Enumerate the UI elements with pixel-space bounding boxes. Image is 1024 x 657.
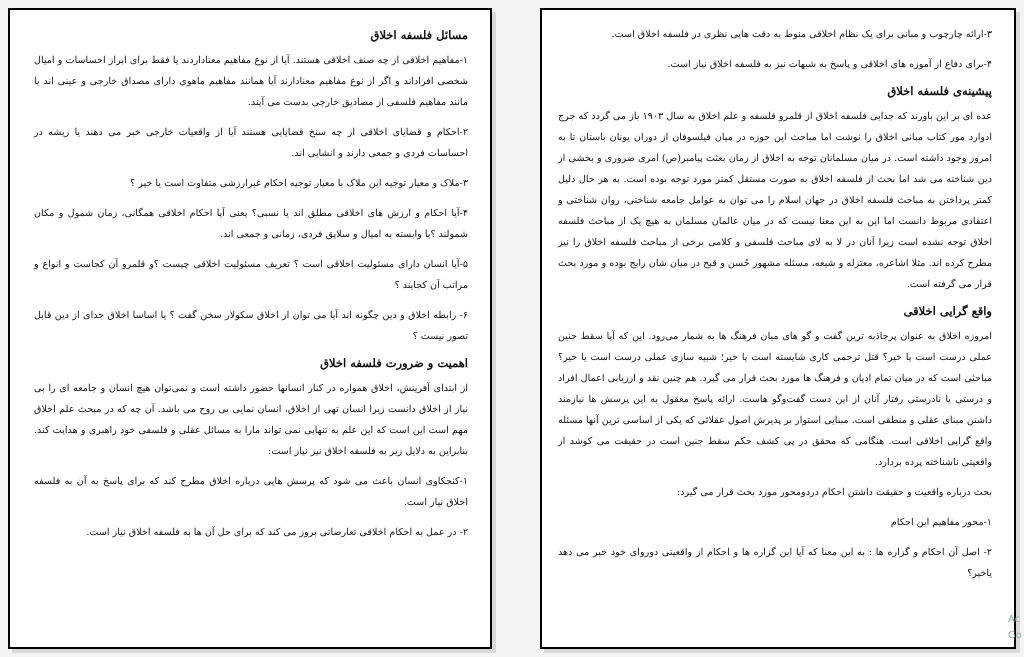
heading-ethics-philosophy-issues: مسائل فلسفه اخلاق [370,28,468,42]
paragraph: ۱-مفاهیم اخلاقی از چه صنف اخلاقی هستند. آیا از نوع مفاهیم معناداردند یا فقط برای ابراز احساسات و امیال شخصی افراد‌اند و اگر از نوع مفاهیم معنادارند آیا همانند مفاهیم ماهوی دارای مصداق خارجی و عینی اند یا مانند مفاهیم فلسفی از مصادیق خارجی بدست می آیند. [34,55,468,108]
paragraph: ۲-احکام و قضایای اخلاقی از چه سنخ قضایایی هستند آیا از واقعیات خارجی خبر می دهند یا ریشه در احساسات فردی و جمعی دارند و انشایی اند. [34,127,468,159]
paragraph: ۲- اصل آن احکام و گزاره ها : به این معنا که آیا این گزاره ها و احکام از واقعیتی دوروای خود خبر می دهد یاخیر؟ [558,547,992,579]
paragraph: امروزه اخلاق به عنوان پرجاذبه ترین گفت و گو های میان فرهنگ ها به شمار می‌رود. این که آیا سقط جنین عملی درست است یا خیر؟ قتل ترحمی کاری شایسته است یا خیر؛ شبیه سازی عملی درست است یا خیر؟ مباحثی است که در میان تمام ادیان و فرهنگ ها مورد بحث قرار می گیرد. هم چنین نقد و ارزیابی اعمال افراد و درستی یا نادرستی رفتار آنان از این دست گفت‌وگو هاست. ارائه پاسخ معقول به این پرسش ها نیازمند داشتن مبنای عقلی و منطقی است. مبنایی استوار بر پذیرش اصول عقلائی که یکی از اساسی ترین آنها مسئله واقع گرایی اخلاقی است. هنگامی که محقق در پی کشف حکم سقط جنین است در حقیقت می کوشد از واقعیتی ناشناخته پرده بردارد. [558,331,992,468]
paragraph: ۶- رابطه اخلاق و دین چگونه اند آیا می توان از اخلاق سکولار سخن گفت ؟ یا اساسا اخلاق جدای از دین قابل تصور نیست ؟ [34,310,468,342]
paragraph: ۱-محور مفاهیم این احکام [890,517,992,528]
paragraph: ۵-آیا انسان دارای مسئولیت اخلاقی است ؟ تعریف مسئولیت اخلاقی چیست ؟و قلمرو آن کجاست و انواع و مراتب آن کجایند ؟ [34,259,468,291]
paragraph: ۲- در عمل به احکام اخلاقی تعارضاتی بروز می کند که برای حل آن ها به فلسفه اخلاق نیاز است. [86,527,468,538]
paragraph: بحث درباره واقعیت و حقیقت داشتن احکام دردومحور مورد بحث قرار می گیرد: [677,487,992,498]
paragraph: ۴-آیا احکام و ارزش های اخلاقی مطلق اند یا نسبی؟ یعنی آیا احکام اخلاقی همگانی، زمان شمول و مکان شمولند ؟یا وابسته به امیال و سلایق فردی، زمانی و جمعی اند. [34,208,468,240]
paragraph: از ابتدای آفرینش، اخلاق همواره در کنار انسانها حضور داشته است و نمی‌توان هیچ انسان و جامعه ای را بی نیاز از اخلاق دانست زیرا انسان تهی از اخلاق، انسان نمایی بی روح می باشد. آن چه که در مبحث علم اخلاق مهم است این است که این علم به تنهایی نمی تواند مارا به مسائل عقلی و فلسفی خود راهبری و هدایت کند. بنابراین به دلایل زیر به فلسفه اخلاق نیز نیاز است: [34,383,468,457]
activation-watermark-text: Ac Go [1008,614,1022,641]
left-page [8,8,492,649]
right-page [540,8,1016,649]
paragraph: ۳-ارائه چارچوب و مبانی برای یک نظام اخلاقی منوط به دقت هایی نظری در فلسفه اخلاق است. [611,29,992,40]
heading-moral-realism: واقع گرایی اخلاقی [903,304,992,318]
heading-importance-necessity: اهمیت و ضرورت فلسفه اخلاق [320,356,468,370]
paragraph: ۱-کنجکاوی انسان باعث می شود که پرسش هایی درباره اخلاق مطرح کند که برای پاسخ به آن به فلسفه اخلاق نیاز است. [34,476,468,508]
paragraph: ۳-ملاک و معیار توجیه این ملاک با معیار توجیه احکام غیرارزشی متفاوت است یا خیر ؟ [130,178,468,189]
paragraph: ۴-برای دفاع از آموزه های اخلاقی و پاسخ به شبهات نیز به فلسفه اخلاق نیاز است. [667,59,992,70]
paragraph: عده ای بر این باورند که جدایی فلسفه اخلاق از قلمرو فلسفه و علم اخلاق به سال ۱۹۰۳ باز می گردد که جرج ادوارد مور کتاب مبانی اخلاق را نوشت اما مباحث این حوزه در میان فیلسوفان از دوران یونان باستان تا به امروز وجود داشته است. در میان مسلمانان توجه به اخلاق از زمان بعثت پیامبر(ص) امری ضروری و بخشی از دین شناخته می شد اما بحث از فلسفه اخلاق به صورت مستقل کمتر مورد توجه بوده است. به هر حال دلیل کمتر پرداختن به مباحث فلسفه اخلاق در جهان اسلام را می توان به عوامل جامعه شناختی، روان شناختی و اعتقادی مربوط دانست اما این به این معنا نیست که در میان عالمان مسلمان به هیچ یک از مباحث فلسفه اخلاق توجه نشده است زیرا آنان در لا به لای مباحث فلسفی و کلامی برخی از مباحث فلسفه اخلاق را نیز مطرح کرده اند. مثلا اشاعره، معتزله و شیعه، مسئله مشهور حُسن و قبح در میان شان رایج بوده و مورد بحث قرار می گرفته است. [558,111,992,290]
heading-history: پیشینه‌ی فلسفه اخلاق [887,84,992,98]
